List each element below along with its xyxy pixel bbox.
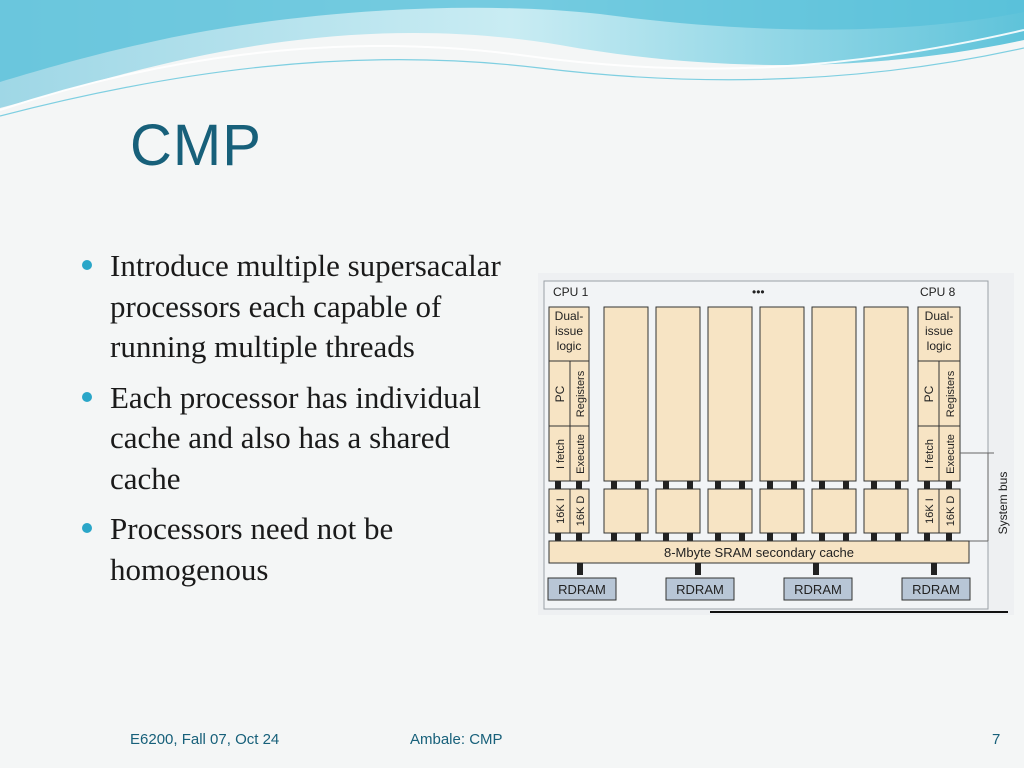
registers-text: Registers [575, 370, 587, 418]
rdram-label: RDRAM [676, 582, 724, 597]
bullet-text: Processors need not be homogenous [110, 511, 394, 587]
bullet-item [82, 509, 502, 590]
cpu-7-block [864, 307, 908, 541]
icache-text: 16K I [924, 498, 936, 524]
connector [555, 481, 561, 489]
page-number: 7 [992, 731, 1001, 748]
cpu-core-box [812, 307, 856, 481]
bullet-text: Introduce multiple supersacalar processors each capable of running multiple threads [110, 248, 501, 364]
rdram-label: RDRAM [558, 582, 606, 597]
footer-left: E6200, Fall 07, Oct 24 [130, 731, 280, 748]
dual-issue-text: logic [926, 339, 952, 353]
cpu-cache-box [604, 489, 648, 533]
dual-issue-text: issue [554, 324, 584, 338]
shared-cache-label: 8-Mbyte SRAM secondary cache [663, 545, 855, 560]
cpu-1-block [549, 307, 589, 541]
cpu-4-block [708, 307, 752, 541]
bullet-list [82, 246, 502, 600]
slide-title: CMP [130, 113, 262, 178]
dual-issue-text: issue [924, 324, 954, 338]
cpu-core-box [760, 307, 804, 481]
ifetch-text: I fetch [555, 439, 567, 469]
dcache-text: 16K D [575, 495, 587, 527]
dual-issue-text: Dual- [554, 309, 584, 323]
bullet-dot-icon [82, 260, 92, 270]
cpu-cache-box [708, 489, 752, 533]
cpu-6-block [812, 307, 856, 541]
connector [576, 533, 582, 541]
dcache-text: 16K D [945, 495, 957, 527]
pc-text: PC [922, 385, 936, 403]
rdram-label: RDRAM [794, 582, 842, 597]
cpu-cache-box [864, 489, 908, 533]
bullet-dot-icon [82, 523, 92, 533]
cpu-8-block [918, 307, 960, 541]
cpu-core-box [604, 307, 648, 481]
execute-text: Execute [945, 434, 957, 474]
cpu-cache-box [656, 489, 700, 533]
connector [576, 481, 582, 489]
footer-center: Ambale: CMP [410, 731, 503, 748]
cpu-5-block [760, 307, 804, 541]
rdram-label: RDRAM [912, 582, 960, 597]
pc-text: PC [553, 385, 567, 403]
bullet-dot-icon [82, 392, 92, 402]
bullet-text: Each processor has individual cache and also has a shared cache [110, 379, 482, 496]
header-wave-decoration [0, 0, 1024, 120]
bullet-item [82, 246, 502, 368]
dual-issue-text: logic [556, 339, 582, 353]
cpu-core-box [708, 307, 752, 481]
cpu-3-block [656, 307, 700, 541]
cpu-core-box [656, 307, 700, 481]
execute-text: Execute [575, 434, 587, 474]
system-bus-label: System bus [996, 471, 1010, 535]
cpu-core-box [864, 307, 908, 481]
cmp-architecture-diagram [538, 273, 1014, 615]
icache-text: 16K I [555, 498, 567, 524]
cpu-cache-box [760, 489, 804, 533]
cpu-2-block [604, 307, 648, 541]
cpu-first-label: CPU 1 [553, 285, 589, 299]
cpu-cache-box [812, 489, 856, 533]
ifetch-text: I fetch [924, 439, 936, 469]
cpu-last-label: CPU 8 [920, 285, 956, 299]
connector [555, 533, 561, 541]
bullet-item [82, 378, 502, 500]
registers-text: Registers [945, 370, 957, 418]
dual-issue-text: Dual- [924, 309, 954, 323]
cpu-ellipsis: ••• [752, 285, 765, 299]
